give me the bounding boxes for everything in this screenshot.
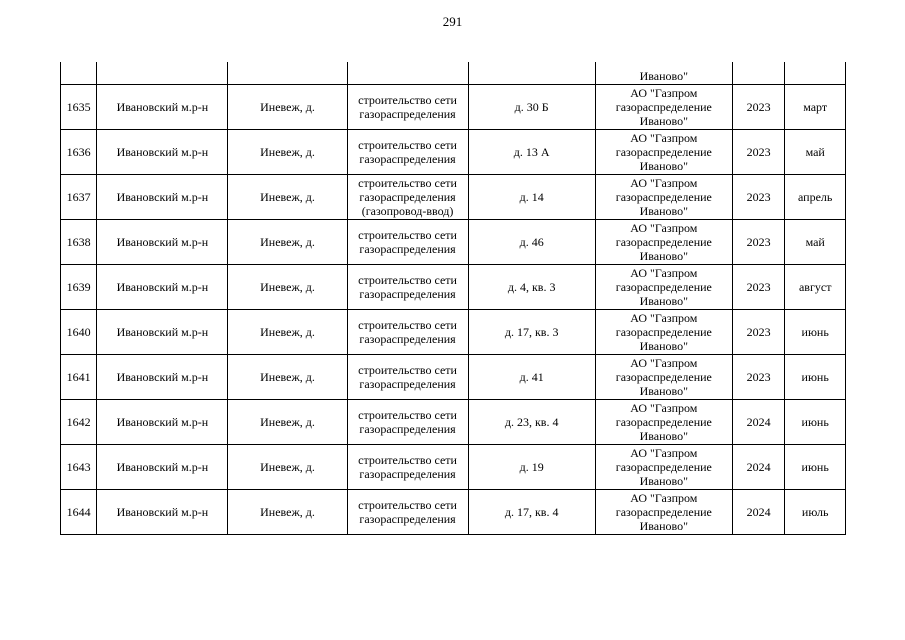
cell-address <box>468 130 595 175</box>
cell-num <box>61 445 97 490</box>
cell-district-text: Ивановский м.р-н <box>116 325 209 339</box>
cell-org <box>595 175 732 220</box>
cell-place-text: Иневеж, д. <box>260 190 315 204</box>
cell-month-text: июнь <box>801 325 829 339</box>
table-row <box>61 130 846 175</box>
cell-address-text: д. 46 <box>519 235 544 249</box>
cell-work <box>347 85 468 130</box>
cell-month <box>785 400 846 445</box>
cell-year-text: 2023 <box>746 370 771 384</box>
cell-district-text: Ивановский м.р-н <box>116 460 209 474</box>
cell-place-text: Иневеж, д. <box>260 370 315 384</box>
cell-work-text: строительство сети газораспределения <box>358 363 457 391</box>
cell-district-text: Ивановский м.р-н <box>116 235 209 249</box>
cell-place-text: Иневеж, д. <box>260 145 315 159</box>
cell-work <box>347 62 468 85</box>
cell-num <box>61 220 97 265</box>
cell-month-text: май <box>805 145 825 159</box>
cell-year <box>732 490 784 535</box>
cell-district <box>97 265 228 310</box>
cell-num <box>61 85 97 130</box>
cell-district <box>97 85 228 130</box>
cell-year <box>732 175 784 220</box>
cell-place <box>228 265 347 310</box>
cell-num-text: 1639 <box>66 280 91 294</box>
cell-year <box>732 85 784 130</box>
cell-place-text: Иневеж, д. <box>260 235 315 249</box>
cell-month <box>785 85 846 130</box>
table-row <box>61 490 846 535</box>
cell-year-text: 2023 <box>746 235 771 249</box>
cell-org <box>595 85 732 130</box>
cell-work-text: строительство сети газораспределения <box>358 138 457 166</box>
cell-year <box>732 265 784 310</box>
cell-year-text: 2023 <box>746 100 771 114</box>
cell-district <box>97 355 228 400</box>
cell-month-text: март <box>803 100 828 114</box>
cell-work <box>347 355 468 400</box>
cell-address-text: д. 41 <box>519 370 544 384</box>
cell-num <box>61 175 97 220</box>
cell-address <box>468 85 595 130</box>
page-number: 291 <box>442 14 463 29</box>
cell-num-text: 1636 <box>66 145 91 159</box>
cell-place <box>228 445 347 490</box>
cell-place <box>228 175 347 220</box>
cell-year <box>732 445 784 490</box>
cell-year <box>732 130 784 175</box>
cell-place-text: Иневеж, д. <box>260 100 315 114</box>
cell-district-text: Ивановский м.р-н <box>116 505 209 519</box>
table-row <box>61 220 846 265</box>
cell-org <box>595 445 732 490</box>
cell-month <box>785 175 846 220</box>
table-row <box>61 85 846 130</box>
cell-place <box>228 400 347 445</box>
cell-work-text: строительство сети газораспределения <box>358 93 457 121</box>
cell-org-text: АО "Газпром газораспределение Иваново" <box>615 176 712 218</box>
cell-district <box>97 130 228 175</box>
table-row <box>61 310 846 355</box>
cell-work <box>347 265 468 310</box>
cell-month <box>785 130 846 175</box>
cell-num-text: 1644 <box>66 505 91 519</box>
cell-year <box>732 62 784 85</box>
cell-district-text: Ивановский м.р-н <box>116 415 209 429</box>
cell-district-text: Ивановский м.р-н <box>116 280 209 294</box>
cell-work <box>347 220 468 265</box>
cell-district <box>97 310 228 355</box>
cell-org <box>595 400 732 445</box>
table-row <box>61 400 846 445</box>
cell-work-text: строительство сети газораспределения <box>358 498 457 526</box>
cell-address <box>468 62 595 85</box>
cell-address-text: д. 4, кв. 3 <box>507 280 556 294</box>
cell-district-text: Ивановский м.р-н <box>116 100 209 114</box>
cell-year-text: 2023 <box>746 325 771 339</box>
cell-year-text: 2023 <box>746 145 771 159</box>
cell-district <box>97 400 228 445</box>
cell-place <box>228 130 347 175</box>
cell-org-text: АО "Газпром газораспределение Иваново" <box>615 311 712 353</box>
cell-month <box>785 265 846 310</box>
cell-place <box>228 355 347 400</box>
cell-month-text: июнь <box>801 415 829 429</box>
cell-org <box>595 310 732 355</box>
table-row <box>61 355 846 400</box>
cell-num <box>61 265 97 310</box>
cell-num-text: 1643 <box>66 460 91 474</box>
cell-district <box>97 490 228 535</box>
cell-org-text: АО "Газпром газораспределение Иваново" <box>615 221 712 263</box>
cell-num-text: 1637 <box>66 190 91 204</box>
cell-address-text: д. 17, кв. 3 <box>504 325 559 339</box>
cell-month <box>785 490 846 535</box>
cell-year <box>732 220 784 265</box>
cell-org <box>595 220 732 265</box>
cell-place-text: Иневеж, д. <box>260 505 315 519</box>
cell-place-text: Иневеж, д. <box>260 415 315 429</box>
cell-district <box>97 220 228 265</box>
cell-year-text: 2024 <box>746 505 771 519</box>
cell-month <box>785 220 846 265</box>
cell-address-text: д. 23, кв. 4 <box>504 415 559 429</box>
continuation-row <box>61 62 846 85</box>
cell-num <box>61 130 97 175</box>
cell-org-text: АО "Газпром газораспределение Иваново" <box>615 266 712 308</box>
cell-work-text: строительство сети газораспределения <box>358 318 457 346</box>
cell-address <box>468 175 595 220</box>
cell-org-text: АО "Газпром газораспределение Иваново" <box>615 356 712 398</box>
cell-address-text: д. 19 <box>519 460 544 474</box>
cell-org <box>595 265 732 310</box>
cell-work-text: строительство сети газораспределения (газопровод-ввод) <box>358 176 457 218</box>
cell-year-text: 2024 <box>746 460 771 474</box>
cell-place <box>228 310 347 355</box>
cell-address <box>468 400 595 445</box>
cell-work <box>347 175 468 220</box>
cell-work <box>347 130 468 175</box>
cell-month-text: июль <box>801 505 829 519</box>
cell-place-text: Иневеж, д. <box>260 460 315 474</box>
cell-address-text: д. 14 <box>519 190 544 204</box>
cell-org-text: АО "Газпром газораспределение Иваново" <box>615 446 712 488</box>
cell-work <box>347 445 468 490</box>
cell-month <box>785 355 846 400</box>
table-row <box>61 265 846 310</box>
cell-place <box>228 62 347 85</box>
cell-month-text: август <box>798 280 832 294</box>
cell-month <box>785 310 846 355</box>
cell-month <box>785 62 846 85</box>
cell-month <box>785 445 846 490</box>
cell-district <box>97 445 228 490</box>
cell-org: Иваново" <box>595 62 732 85</box>
cell-place-text: Иневеж, д. <box>260 325 315 339</box>
cell-work <box>347 490 468 535</box>
cell-num-text: 1635 <box>66 100 91 114</box>
cell-org <box>595 355 732 400</box>
cell-num <box>61 490 97 535</box>
gasification-table <box>60 62 846 535</box>
cell-address <box>468 220 595 265</box>
cell-month-text: июнь <box>801 460 829 474</box>
cell-year-text: 2023 <box>746 190 771 204</box>
cell-org-text: АО "Газпром газораспределение Иваново" <box>615 401 712 443</box>
cell-address <box>468 445 595 490</box>
cell-work-text: строительство сети газораспределения <box>358 408 457 436</box>
cell-work <box>347 400 468 445</box>
cell-place <box>228 220 347 265</box>
cell-year <box>732 400 784 445</box>
cell-district <box>97 175 228 220</box>
cell-work-text: строительство сети газораспределения <box>358 273 457 301</box>
cell-year-text: 2023 <box>746 280 771 294</box>
cell-work-text: строительство сети газораспределения <box>358 228 457 256</box>
cell-district-text: Ивановский м.р-н <box>116 145 209 159</box>
cell-district-text: Ивановский м.р-н <box>116 370 209 384</box>
cell-address <box>468 490 595 535</box>
cell-num <box>61 355 97 400</box>
cell-org-text: АО "Газпром газораспределение Иваново" <box>615 86 712 128</box>
cell-num-text: 1641 <box>66 370 91 384</box>
cell-address <box>468 310 595 355</box>
cell-address-text: д. 30 Б <box>514 100 549 114</box>
cell-address-text: д. 17, кв. 4 <box>504 505 559 519</box>
cell-address-text: д. 13 А <box>513 145 550 159</box>
cell-org-text: АО "Газпром газораспределение Иваново" <box>615 131 712 173</box>
cell-year <box>732 310 784 355</box>
cell-district-text: Ивановский м.р-н <box>116 190 209 204</box>
table-row <box>61 445 846 490</box>
cell-num-text: 1642 <box>66 415 91 429</box>
cell-place-text: Иневеж, д. <box>260 280 315 294</box>
cell-month-text: май <box>805 235 825 249</box>
cell-num-text: 1638 <box>66 235 91 249</box>
cell-num <box>61 62 97 85</box>
cell-year-text: 2024 <box>746 415 771 429</box>
cell-month-text: июнь <box>801 370 829 384</box>
cell-address <box>468 265 595 310</box>
cell-num <box>61 310 97 355</box>
cell-org-text: АО "Газпром газораспределение Иваново" <box>615 491 712 533</box>
cell-month-text: апрель <box>798 190 833 204</box>
cell-org <box>595 130 732 175</box>
table-body <box>61 62 846 535</box>
table-row <box>61 175 846 220</box>
cell-num-text: 1640 <box>66 325 91 339</box>
cell-year <box>732 355 784 400</box>
cell-district <box>97 62 228 85</box>
cell-place <box>228 490 347 535</box>
cell-work-text: строительство сети газораспределения <box>358 453 457 481</box>
cell-place <box>228 85 347 130</box>
cell-address <box>468 355 595 400</box>
cell-num <box>61 400 97 445</box>
cell-work <box>347 310 468 355</box>
cell-org <box>595 490 732 535</box>
